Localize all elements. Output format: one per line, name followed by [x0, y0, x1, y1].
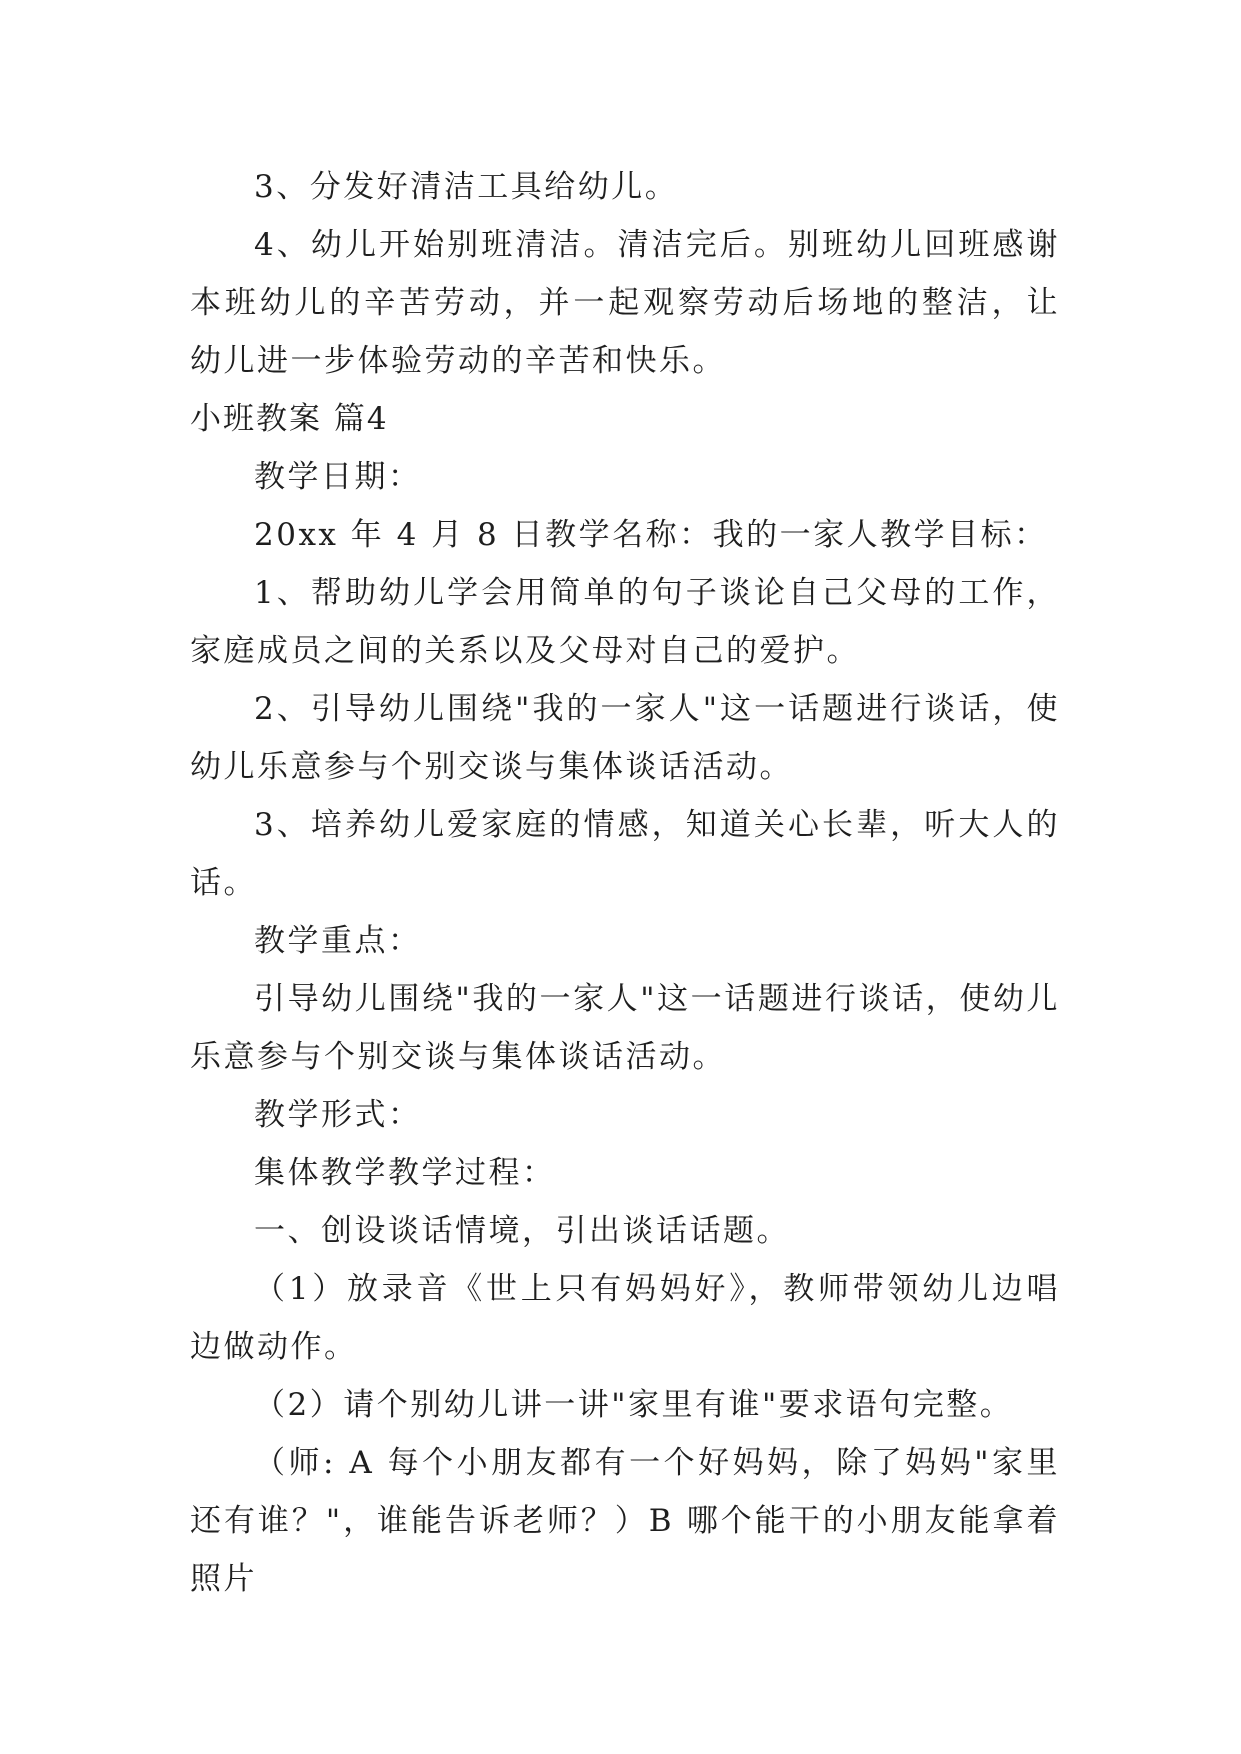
paragraph-goal-2: 2、引导幼儿围绕"我的一家人"这一话题进行谈话，使幼儿乐意参与个别交谈与集体谈话活动。	[190, 691, 1060, 785]
paragraph-teacher-note: （师: A 每个小朋友都有一个好妈妈，除了妈妈"家里还有谁？"，谁能告诉老师？）B 哪个能干的小朋友能拿着照片	[190, 1445, 1060, 1597]
paragraph-form-label: 教学形式：	[254, 1097, 422, 1133]
paragraph-date-and-name: 20xx 年 4 月 8 日教学名称：我的一家人教学目标：	[254, 517, 1048, 553]
paragraph-process-sub-1: （1）放录音《世上只有妈妈好》，教师带领幼儿边唱边做动作。	[190, 1271, 1060, 1365]
section-heading: 小班教案 篇4	[190, 401, 389, 437]
paragraph-process-sub-2: （2）请个别幼儿讲一讲"家里有谁"要求语句完整。	[254, 1387, 1014, 1423]
paragraph-teaching-date-label: 教学日期：	[254, 459, 422, 495]
paragraph-key-points-label: 教学重点：	[254, 923, 422, 959]
paragraph-goal-3: 3、培养幼儿爱家庭的情感，知道关心长辈，听大人的话。	[190, 807, 1060, 901]
paragraph-key-points: 引导幼儿围绕"我的一家人"这一话题进行谈话，使幼儿乐意参与个别交谈与集体谈话活动。	[190, 981, 1060, 1075]
paragraph-goal-1: 1、帮助幼儿学会用简单的句子谈论自己父母的工作，家庭成员之间的关系以及父母对自己的爱护。	[190, 575, 1060, 669]
paragraph-process-step-1: 一、创设谈话情境，引出谈话话题。	[254, 1213, 790, 1249]
document-body	[190, 158, 1060, 1608]
paragraph-process-label: 集体教学教学过程：	[254, 1155, 556, 1191]
paragraph-step-4-cleaning: 4、幼儿开始别班清洁。清洁完后。别班幼儿回班感谢本班幼儿的辛苦劳动，并一起观察劳动后场地的整洁，让幼儿进一步体验劳动的辛苦和快乐。	[190, 227, 1060, 379]
paragraph-step-3-tools: 3、分发好清洁工具给幼儿。	[254, 169, 679, 205]
